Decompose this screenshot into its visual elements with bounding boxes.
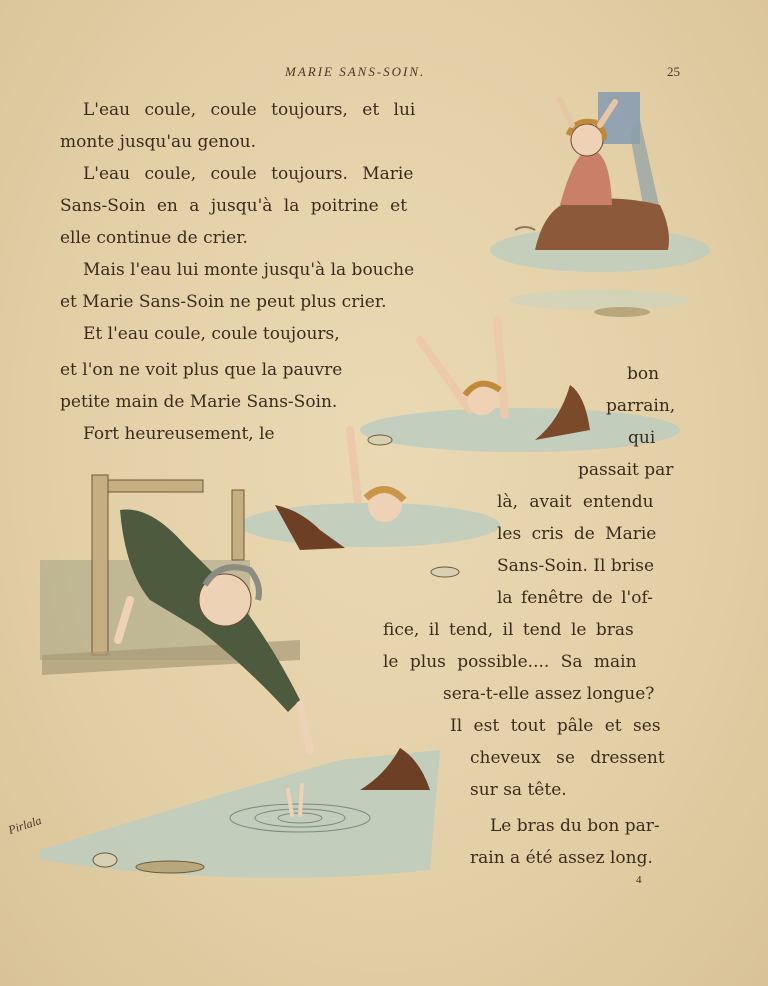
- text-line: Fort heureusement, le: [83, 424, 275, 444]
- text-line: le plus possible.... Sa main: [383, 652, 637, 672]
- marie-head-illustration: [240, 430, 500, 577]
- text-line: Il est tout pâle et ses: [450, 716, 661, 736]
- signature-mark: 4: [636, 874, 642, 886]
- text-line: L'eau coule, coule toujours. Marie: [83, 164, 414, 184]
- text-line: cheveux se dressent: [470, 748, 665, 768]
- text-line: Sans-Soin. Il brise: [497, 556, 655, 576]
- artist-signature: Pirlala: [6, 813, 44, 837]
- text-line: fice, il tend, il tend le bras: [383, 620, 634, 640]
- text-line: et l'on ne voit plus que la pauvre: [60, 360, 343, 380]
- text-line: et Marie Sans-Soin ne peut plus crier.: [60, 292, 387, 312]
- text-line: passait par: [578, 460, 674, 480]
- text-line: Et l'eau coule, coule toujours,: [83, 324, 340, 344]
- text-line: Mais l'eau lui monte jusqu'à la bouche: [83, 260, 415, 280]
- text-line: bon: [627, 364, 660, 384]
- text-line: monte jusqu'au genou.: [60, 132, 257, 152]
- marie-chest-deep-illustration: [490, 92, 710, 317]
- text-line: les cris de Marie: [497, 524, 657, 544]
- text-line: rain a été assez long.: [470, 848, 653, 868]
- page-number: 25: [667, 64, 680, 79]
- text-line: Sans-Soin en a jusqu'à la poitrine et: [60, 196, 408, 216]
- text-line: parrain,: [606, 396, 676, 416]
- text-line: elle continue de crier.: [60, 228, 248, 248]
- text-line: sur sa tête.: [470, 780, 567, 800]
- text-line: la fenêtre de l'of-: [497, 588, 653, 608]
- text-line: là, avait entendu: [497, 492, 654, 512]
- text-line: L'eau coule, coule toujours, et lui: [83, 100, 416, 120]
- running-title: MARIE SANS-SOIN.: [285, 64, 426, 79]
- text-line: Le bras du bon par-: [490, 816, 660, 836]
- text-line: qui: [628, 428, 656, 448]
- text-line: sera-t-elle assez longue?: [443, 684, 655, 704]
- text-line: petite main de Marie Sans-Soin.: [60, 392, 338, 412]
